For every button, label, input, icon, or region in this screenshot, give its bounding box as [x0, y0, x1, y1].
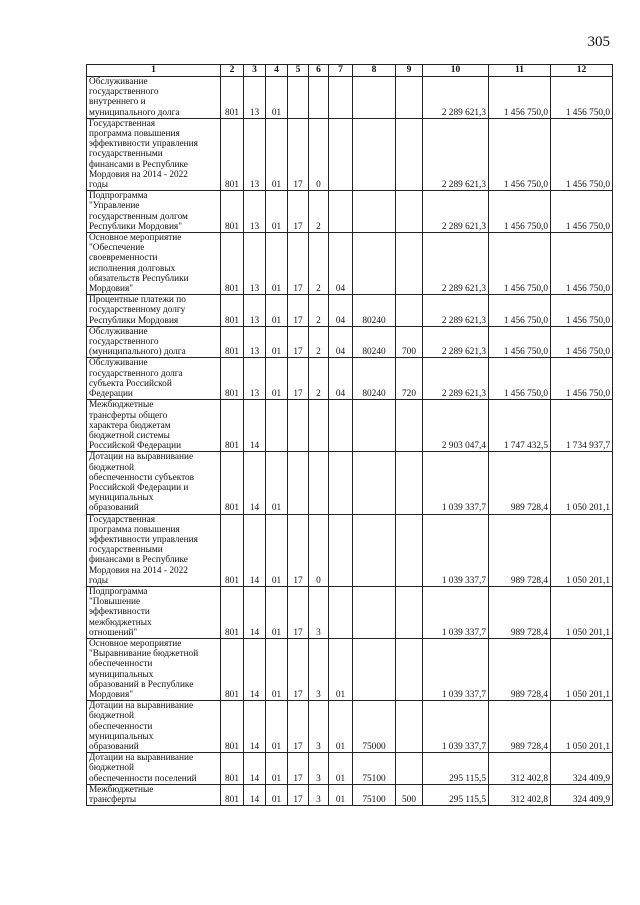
row-description: Основное мероприятие "Выравнивание бюджетной обеспеченности муниципальных образований в Республике Мордовия": [87, 638, 221, 700]
cell-amount-col11: 1 456 750,0: [489, 118, 551, 190]
cell-expense-type: [396, 452, 423, 514]
cell-section: 14: [244, 586, 266, 638]
cell-amount-col11: 1 456 750,0: [489, 326, 551, 358]
cell-amount-col10: 1 039 337,7: [423, 514, 489, 586]
cell-amount-col11: 1 456 750,0: [489, 358, 551, 400]
table-row: [87, 233, 613, 295]
cell-target-article: [353, 586, 396, 638]
table-row: [87, 638, 613, 700]
cell-ministry-code: 801: [221, 586, 244, 638]
cell-amount-col11: 1 747 432,5: [489, 400, 551, 452]
cell-expense-type: 500: [396, 784, 423, 805]
cell-main-activity: [329, 586, 353, 638]
cell-program: [288, 77, 309, 119]
cell-amount-col11: 312 402,8: [489, 784, 551, 805]
cell-amount-col11: 1 456 750,0: [489, 233, 551, 295]
cell-amount-col11: 989 728,4: [489, 514, 551, 586]
column-header: 7: [329, 65, 353, 77]
cell-amount-col12: 1 456 750,0: [551, 295, 613, 327]
row-description: Подпрограмма "Повышение эффективности межбюджетных отношений": [87, 586, 221, 638]
cell-amount-col10: 2 289 621,3: [423, 326, 489, 358]
cell-main-activity: [329, 452, 353, 514]
cell-amount-col12: 1 050 201,1: [551, 514, 613, 586]
cell-amount-col11: 1 456 750,0: [489, 295, 551, 327]
cell-expense-type: [396, 701, 423, 753]
cell-amount-col10: 2 289 621,3: [423, 77, 489, 119]
table-row: [87, 784, 613, 805]
cell-amount-col11: 989 728,4: [489, 452, 551, 514]
cell-target-article: [353, 191, 396, 233]
cell-amount-col10: 1 039 337,7: [423, 452, 489, 514]
cell-expense-type: [396, 295, 423, 327]
cell-expense-type: [396, 514, 423, 586]
cell-program: 17: [288, 514, 309, 586]
cell-target-article: 75100: [353, 753, 396, 785]
cell-subprogram: 3: [309, 753, 329, 785]
row-description: Обслуживание государственного долга субъекта Российской Федерации: [87, 358, 221, 400]
cell-target-article: 80240: [353, 326, 396, 358]
cell-ministry-code: 801: [221, 514, 244, 586]
cell-subsection: 01: [266, 358, 288, 400]
column-header: 11: [489, 65, 551, 77]
cell-section: 13: [244, 77, 266, 119]
cell-section: 13: [244, 295, 266, 327]
table-row: [87, 701, 613, 753]
cell-subprogram: 0: [309, 118, 329, 190]
cell-target-article: [353, 452, 396, 514]
cell-ministry-code: 801: [221, 701, 244, 753]
cell-amount-col10: 2 289 621,3: [423, 118, 489, 190]
table-row: [87, 191, 613, 233]
table-row: [87, 77, 613, 119]
cell-expense-type: 720: [396, 358, 423, 400]
cell-section: 14: [244, 701, 266, 753]
cell-amount-col12: 1 456 750,0: [551, 77, 613, 119]
cell-subprogram: [309, 400, 329, 452]
cell-amount-col10: 2 289 621,3: [423, 295, 489, 327]
cell-amount-col12: 1 456 750,0: [551, 118, 613, 190]
cell-program: 17: [288, 191, 309, 233]
column-header: 1: [87, 65, 221, 77]
cell-amount-col10: 2 903 047,4: [423, 400, 489, 452]
cell-program: 17: [288, 753, 309, 785]
page-number: 305: [587, 34, 610, 50]
cell-program: 17: [288, 358, 309, 400]
cell-program: [288, 400, 309, 452]
cell-amount-col10: 295 115,5: [423, 753, 489, 785]
cell-subsection: 01: [266, 233, 288, 295]
cell-program: 17: [288, 118, 309, 190]
cell-subprogram: 2: [309, 326, 329, 358]
cell-amount-col12: 1 050 201,1: [551, 452, 613, 514]
cell-expense-type: [396, 586, 423, 638]
cell-section: 13: [244, 191, 266, 233]
table-row: [87, 118, 613, 190]
cell-amount-col11: 989 728,4: [489, 638, 551, 700]
cell-ministry-code: 801: [221, 784, 244, 805]
cell-subsection: [266, 400, 288, 452]
cell-ministry-code: 801: [221, 233, 244, 295]
cell-amount-col12: 1 050 201,1: [551, 701, 613, 753]
cell-amount-col10: 295 115,5: [423, 784, 489, 805]
row-description: Основное мероприятие "Обеспечение своевременности исполнения долговых обязательств Республики Мордовия": [87, 233, 221, 295]
cell-subprogram: 3: [309, 784, 329, 805]
cell-ministry-code: 801: [221, 118, 244, 190]
cell-amount-col12: 324 409,9: [551, 784, 613, 805]
column-header: 6: [309, 65, 329, 77]
cell-expense-type: [396, 191, 423, 233]
cell-ministry-code: 801: [221, 77, 244, 119]
cell-main-activity: 04: [329, 358, 353, 400]
table-row: [87, 295, 613, 327]
row-description: Государственная программа повышения эффективности управления государственными финансами в Республике Мордовия на 2014 - 2022 годы: [87, 118, 221, 190]
cell-subprogram: [309, 452, 329, 514]
cell-target-article: [353, 233, 396, 295]
cell-amount-col12: 1 456 750,0: [551, 326, 613, 358]
cell-amount-col12: 324 409,9: [551, 753, 613, 785]
cell-amount-col11: 312 402,8: [489, 753, 551, 785]
cell-amount-col12: 1 456 750,0: [551, 191, 613, 233]
row-description: Подпрограмма "Управление государственным долгом Республики Мордовия": [87, 191, 221, 233]
cell-expense-type: [396, 118, 423, 190]
cell-amount-col12: 1 050 201,1: [551, 586, 613, 638]
cell-section: 14: [244, 638, 266, 700]
cell-amount-col10: 1 039 337,7: [423, 586, 489, 638]
column-header: 5: [288, 65, 309, 77]
cell-subsection: 01: [266, 326, 288, 358]
row-description: Государственная программа повышения эффективности управления государственными финансами в Республике Мордовия на 2014 - 2022 годы: [87, 514, 221, 586]
table-row: [87, 326, 613, 358]
cell-main-activity: 01: [329, 701, 353, 753]
cell-section: 14: [244, 753, 266, 785]
cell-section: 14: [244, 400, 266, 452]
cell-program: 17: [288, 701, 309, 753]
cell-amount-col10: 2 289 621,3: [423, 191, 489, 233]
column-header: 12: [551, 65, 613, 77]
cell-subsection: 01: [266, 753, 288, 785]
cell-main-activity: 01: [329, 753, 353, 785]
cell-section: 13: [244, 233, 266, 295]
cell-subprogram: 2: [309, 233, 329, 295]
cell-subsection: 01: [266, 295, 288, 327]
cell-program: 17: [288, 586, 309, 638]
cell-ministry-code: 801: [221, 358, 244, 400]
cell-amount-col10: 2 289 621,3: [423, 358, 489, 400]
row-description: Процентные платежи по государственному долгу Республики Мордовия: [87, 295, 221, 327]
cell-target-article: [353, 638, 396, 700]
cell-program: 17: [288, 784, 309, 805]
cell-ministry-code: 801: [221, 753, 244, 785]
cell-amount-col11: 1 456 750,0: [489, 191, 551, 233]
cell-ministry-code: 801: [221, 326, 244, 358]
cell-subprogram: [309, 77, 329, 119]
cell-amount-col11: 989 728,4: [489, 701, 551, 753]
cell-subsection: 01: [266, 191, 288, 233]
cell-amount-col10: 1 039 337,7: [423, 638, 489, 700]
row-description: Обслуживание государственного внутреннего и муниципального долга: [87, 77, 221, 119]
cell-amount-col10: 1 039 337,7: [423, 701, 489, 753]
budget-table: [86, 64, 613, 806]
cell-subprogram: 3: [309, 586, 329, 638]
cell-subprogram: 2: [309, 191, 329, 233]
cell-section: 13: [244, 358, 266, 400]
cell-main-activity: [329, 514, 353, 586]
cell-target-article: [353, 118, 396, 190]
column-header: 8: [353, 65, 396, 77]
cell-expense-type: [396, 233, 423, 295]
cell-target-article: [353, 77, 396, 119]
cell-target-article: [353, 400, 396, 452]
cell-main-activity: [329, 118, 353, 190]
cell-subsection: 01: [266, 514, 288, 586]
cell-section: 14: [244, 514, 266, 586]
cell-program: [288, 452, 309, 514]
row-description: Дотации на выравнивание бюджетной обеспеченности муниципальных образований: [87, 701, 221, 753]
column-header: 4: [266, 65, 288, 77]
cell-amount-col12: 1 456 750,0: [551, 358, 613, 400]
row-description: Межбюджетные трансферты общего характера бюджетам бюджетной системы Российской Федерации: [87, 400, 221, 452]
cell-expense-type: 700: [396, 326, 423, 358]
cell-expense-type: [396, 400, 423, 452]
cell-main-activity: [329, 191, 353, 233]
row-description: Обслуживание государственного (муниципального) долга: [87, 326, 221, 358]
cell-amount-col11: 1 456 750,0: [489, 77, 551, 119]
cell-target-article: 75100: [353, 784, 396, 805]
cell-subprogram: 2: [309, 358, 329, 400]
table-row: [87, 358, 613, 400]
cell-amount-col11: 989 728,4: [489, 586, 551, 638]
cell-ministry-code: 801: [221, 638, 244, 700]
cell-subprogram: 3: [309, 638, 329, 700]
row-description: Дотации на выравнивание бюджетной обеспеченности поселений: [87, 753, 221, 785]
cell-amount-col10: 2 289 621,3: [423, 233, 489, 295]
cell-main-activity: 04: [329, 326, 353, 358]
cell-main-activity: 04: [329, 233, 353, 295]
cell-main-activity: [329, 400, 353, 452]
cell-subsection: 01: [266, 586, 288, 638]
cell-subprogram: 3: [309, 701, 329, 753]
cell-subsection: 01: [266, 77, 288, 119]
cell-amount-col12: 1 734 937,7: [551, 400, 613, 452]
cell-subsection: 01: [266, 784, 288, 805]
column-header: 9: [396, 65, 423, 77]
column-header: 10: [423, 65, 489, 77]
cell-section: 13: [244, 326, 266, 358]
cell-program: 17: [288, 295, 309, 327]
cell-main-activity: 01: [329, 638, 353, 700]
cell-main-activity: 01: [329, 784, 353, 805]
cell-subsection: 01: [266, 701, 288, 753]
cell-subsection: 01: [266, 638, 288, 700]
cell-target-article: 80240: [353, 358, 396, 400]
cell-subsection: 01: [266, 452, 288, 514]
cell-amount-col12: 1 050 201,1: [551, 638, 613, 700]
cell-target-article: [353, 514, 396, 586]
table-row: [87, 452, 613, 514]
row-description: Дотации на выравнивание бюджетной обеспеченности субъектов Российской Федерации и муниципальных образований: [87, 452, 221, 514]
table-row: [87, 586, 613, 638]
cell-main-activity: 04: [329, 295, 353, 327]
cell-ministry-code: 801: [221, 400, 244, 452]
table-body: [87, 77, 613, 806]
cell-section: 14: [244, 452, 266, 514]
cell-program: 17: [288, 326, 309, 358]
cell-subprogram: 2: [309, 295, 329, 327]
cell-expense-type: [396, 638, 423, 700]
column-header: 3: [244, 65, 266, 77]
table-row: [87, 400, 613, 452]
header-row: [87, 65, 613, 77]
column-header: 2: [221, 65, 244, 77]
cell-ministry-code: 801: [221, 191, 244, 233]
cell-target-article: 75000: [353, 701, 396, 753]
cell-section: 13: [244, 118, 266, 190]
row-description: Межбюджетные трансферты: [87, 784, 221, 805]
cell-subprogram: 0: [309, 514, 329, 586]
cell-ministry-code: 801: [221, 295, 244, 327]
table-row: [87, 753, 613, 785]
cell-subsection: 01: [266, 118, 288, 190]
cell-target-article: 80240: [353, 295, 396, 327]
cell-amount-col12: 1 456 750,0: [551, 233, 613, 295]
cell-section: 14: [244, 784, 266, 805]
cell-main-activity: [329, 77, 353, 119]
cell-program: 17: [288, 233, 309, 295]
cell-expense-type: [396, 753, 423, 785]
cell-ministry-code: 801: [221, 452, 244, 514]
cell-expense-type: [396, 77, 423, 119]
cell-program: 17: [288, 638, 309, 700]
table-row: [87, 514, 613, 586]
